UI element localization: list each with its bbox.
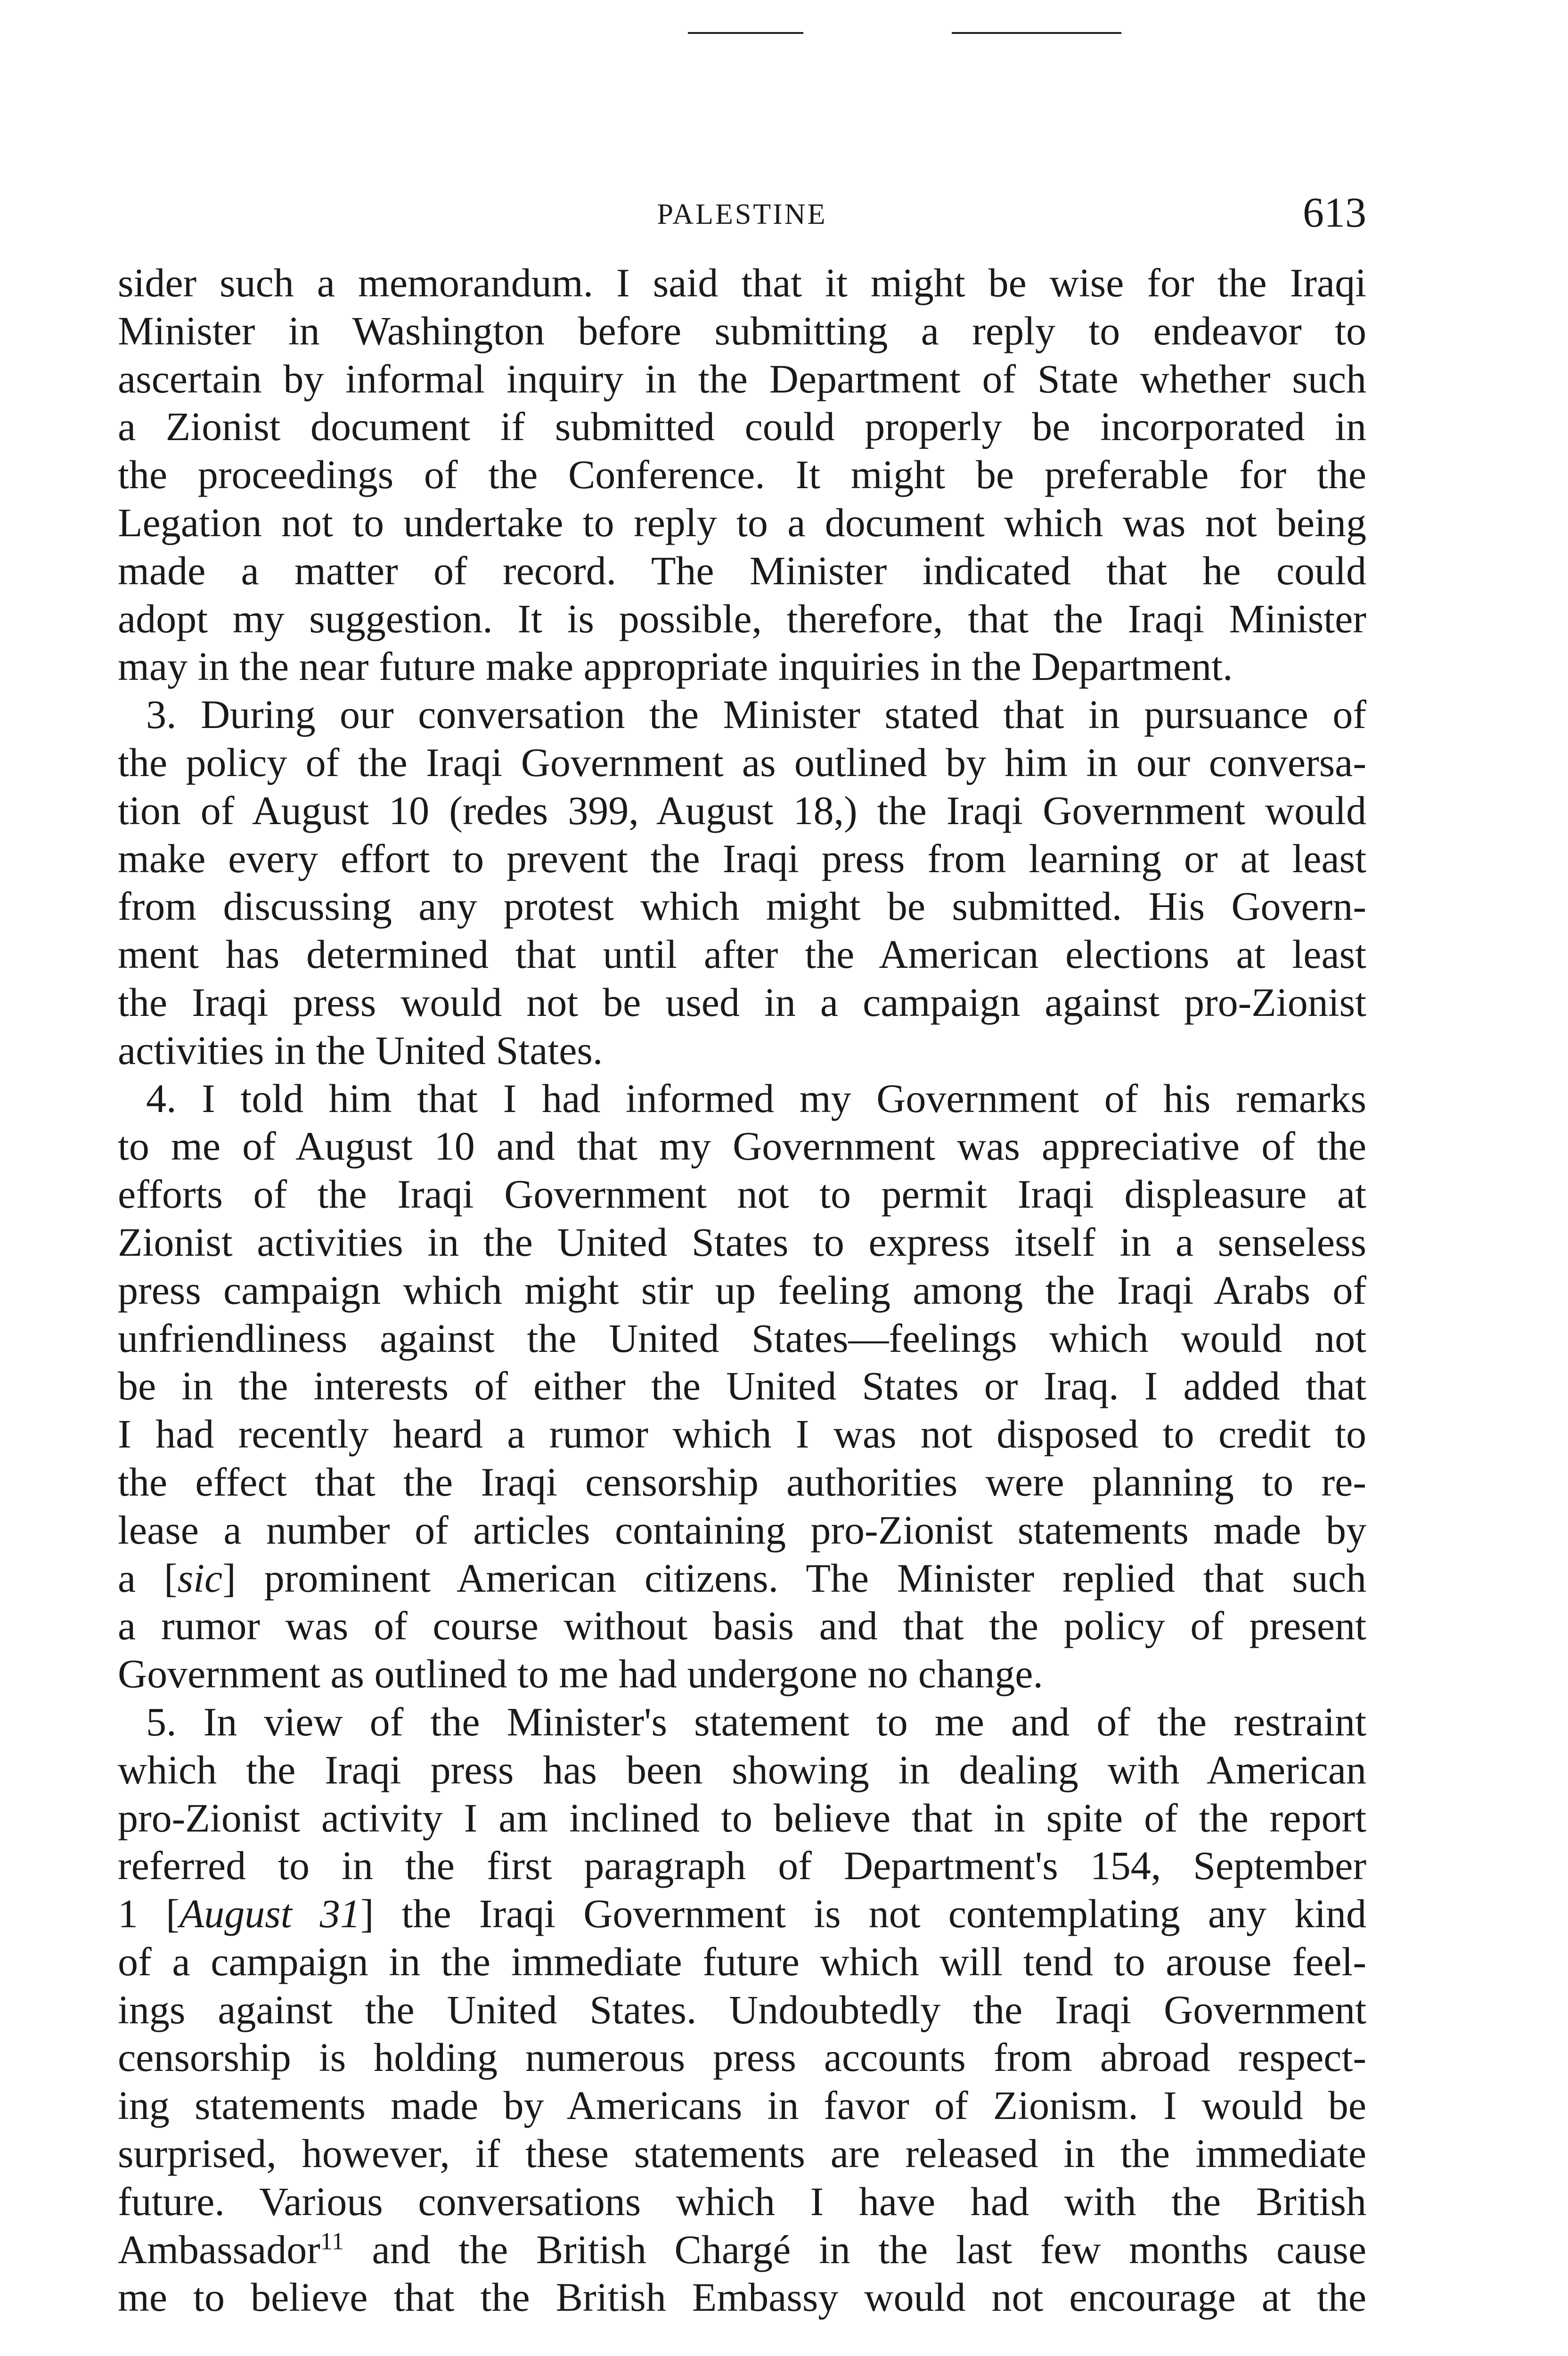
text-line [118, 1554, 1366, 1603]
line-text: Legation not to undertake to reply to a document which was not being [118, 499, 1366, 545]
text-line [118, 643, 1366, 691]
line-text: surprised, however, if these statements are released in the immediate [118, 2131, 1366, 2176]
line-text: to me of August 10 and that my Government was appreciative of the [118, 1123, 1366, 1169]
text-line [118, 931, 1366, 979]
line-text: made a matter of record. The Minister indicated that he could [118, 548, 1366, 593]
text-line [118, 1938, 1366, 1986]
text-line [118, 1122, 1366, 1170]
line-text: ings against the United States. Undoubtedly the Iraqi Government [118, 1987, 1366, 2032]
line-text: the Iraqi press would not be used in a campaign against pro-Zionist [118, 979, 1366, 1025]
text-line [118, 2034, 1366, 2082]
line-text: ascertain by informal inquiry in the Department of State whether such [118, 356, 1366, 401]
line-text: which the Iraqi press has been showing in dealing with American [118, 1747, 1366, 1792]
text-line [118, 691, 1366, 739]
line-text: the policy of the Iraqi Government as outlined by him in our conversa- [118, 739, 1366, 785]
line-text: ment has determined that until after the American elections at least [118, 932, 1366, 977]
text-line [118, 835, 1366, 883]
line-text: may in the near future make appropriate inquiries in the Department. [118, 644, 1233, 689]
editorial-insertion: August 31 [179, 1891, 360, 1937]
text-line [118, 1219, 1366, 1267]
line-text: 1 [August 31] the Iraqi Government is not contemplating any kind [118, 1891, 1366, 1937]
line-text: the proceedings of the Conference. It might be preferable for the [118, 452, 1366, 498]
text-line [118, 403, 1366, 451]
line-text: me to believe that the British Embassy would not encourage at the [118, 2274, 1366, 2320]
line-text: 3. During our conversation the Minister stated that in pursuance of [146, 692, 1366, 737]
line-text: a rumor was of course without basis and that the policy of present [118, 1603, 1366, 1649]
text-line [118, 979, 1366, 1027]
text-line [118, 787, 1366, 835]
line-text: the effect that the Iraqi censorship authorities were planning to re- [118, 1459, 1366, 1505]
line-text: future. Various conversations which I have had with the British [118, 2178, 1366, 2224]
text-line [118, 259, 1366, 307]
page-number: 613 [1303, 189, 1366, 236]
line-text: from discussing any protest which might be submitted. His Govern- [118, 884, 1366, 929]
line-text: ing statements made by Americans in favor of Zionism. I would be [118, 2083, 1366, 2128]
running-title: PALESTINE [657, 198, 827, 230]
text-line [118, 1075, 1366, 1123]
line-text: tion of August 10 (redes 399, August 18,) the Iraqi Government would [118, 787, 1366, 833]
line-text: Minister in Washington before submitting a reply to endeavor to [118, 308, 1366, 353]
line-text: unfriendliness against the United States—feelings which would not [118, 1315, 1366, 1361]
text-line [118, 2178, 1366, 2226]
text-line [118, 1794, 1366, 1842]
line-text: Government as outlined to me had undergone no change. [118, 1651, 1043, 1697]
text-line [118, 2082, 1366, 2130]
text-line [118, 1267, 1366, 1315]
text-line [118, 2226, 1366, 2274]
line-text: efforts of the Iraqi Government not to permit Iraqi displeasure at [118, 1171, 1366, 1217]
line-text: 4. I told him that I had informed my Government of his remarks [146, 1075, 1366, 1121]
text-line [118, 1170, 1366, 1219]
text-line [118, 499, 1366, 547]
line-text: Zionist activities in the United States to express itself in a senseless [118, 1219, 1366, 1265]
text-line [118, 1650, 1366, 1698]
line-text: lease a number of articles containing pro-Zionist statements made by [118, 1507, 1366, 1553]
line-text: 5. In view of the Minister's statement to me and of the restraint [146, 1699, 1366, 1744]
running-head [118, 188, 1366, 240]
line-text: referred to in the first paragraph of Department's 154, September [118, 1843, 1366, 1889]
line-text: a Zionist document if submitted could properly be incorporated in [118, 404, 1366, 450]
text-line [118, 595, 1366, 643]
line-text: of a campaign in the immediate future which will tend to arouse feel- [118, 1939, 1366, 1984]
line-text: Ambassador [118, 2226, 320, 2272]
body-text [118, 259, 1366, 2322]
text-line [118, 2274, 1366, 2322]
line-text: press campaign which might stir up feeling among the Iraqi Arabs of [118, 1267, 1366, 1313]
line-text: censorship is holding numerous press accounts from abroad respect- [118, 2035, 1366, 2080]
line-text: sider such a memorandum. I said that it might be wise for the Iraqi [118, 260, 1366, 305]
text-line [118, 1458, 1366, 1506]
editorial-insertion: sic [177, 1555, 223, 1601]
text-line [118, 2130, 1366, 2178]
text-line [118, 1746, 1366, 1794]
line-text-continued: and the British Chargé in the last few months cause [344, 2226, 1366, 2272]
text-line [118, 739, 1366, 787]
text-line [118, 883, 1366, 931]
line-text: adopt my suggestion. It is possible, therefore, that the Iraqi Minister [118, 596, 1366, 641]
line-text: make every effort to prevent the Iraqi press from learning or at least [118, 835, 1366, 881]
line-text: be in the interests of either the United States or Iraq. I added that [118, 1363, 1366, 1409]
text-line [118, 1698, 1366, 1746]
text-line [118, 547, 1366, 595]
text-line [118, 1842, 1366, 1890]
text-line [118, 451, 1366, 499]
text-line [118, 1027, 1366, 1075]
top-rule-right [952, 32, 1121, 34]
line-text: pro-Zionist activity I am inclined to believe that in spite of the report [118, 1795, 1366, 1841]
line-text: a [sic] prominent American citizens. The Minister replied that such [118, 1555, 1366, 1601]
line-text: I had recently heard a rumor which I was not disposed to credit to [118, 1411, 1366, 1457]
text-line [118, 1890, 1366, 1938]
line-text: activities in the United States. [118, 1027, 603, 1073]
text-line [118, 1410, 1366, 1458]
text-line [118, 307, 1366, 355]
text-line [118, 1602, 1366, 1650]
text-line [118, 355, 1366, 403]
top-rule-left [688, 32, 803, 34]
text-line [118, 1362, 1366, 1410]
text-line [118, 1315, 1366, 1363]
footnote-reference: 11 [320, 2228, 344, 2255]
text-line [118, 1506, 1366, 1554]
text-line [118, 1986, 1366, 2034]
